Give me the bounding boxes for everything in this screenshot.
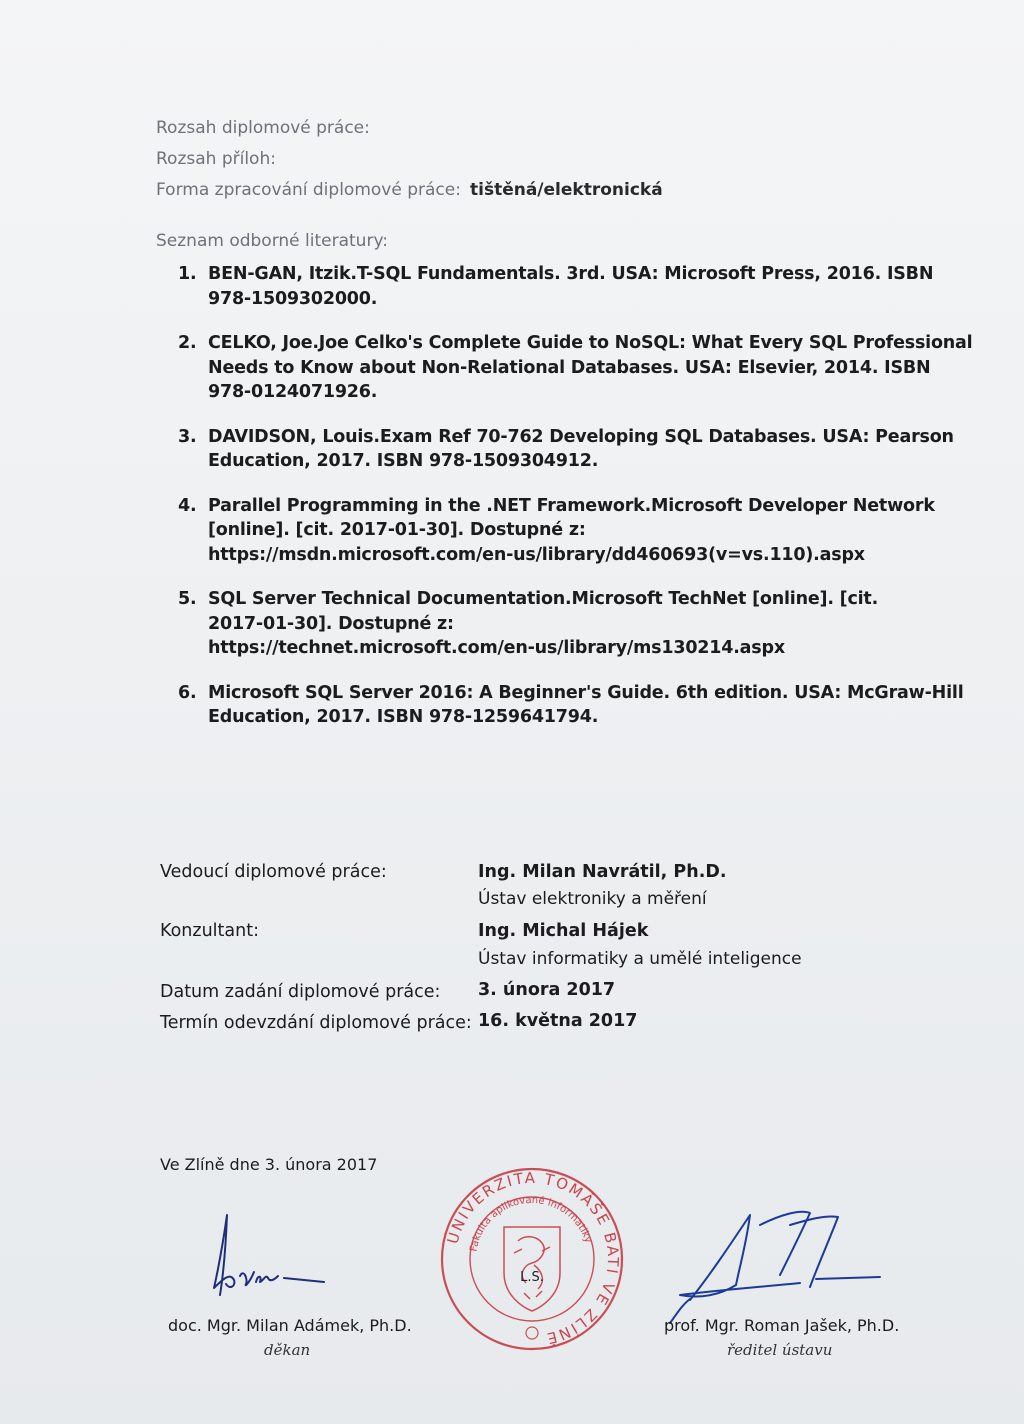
form-value: tištěná/elektronická	[470, 180, 663, 200]
dean-signature	[200, 1210, 340, 1300]
dean-role: děkan	[264, 1341, 311, 1359]
reference-item: 6. Microsoft SQL Server 2016: A Beginner's Guide. 6th edition. USA: McGraw-Hill Education, 2017. ISBN 978-1259641794.	[178, 682, 964, 727]
deadline-date: 16. května 2017	[478, 1011, 638, 1031]
svg-text:Fakulta aplikované informatiky	[469, 1194, 594, 1252]
stamp-inner-text: Fakulta aplikované informatiky	[468, 1194, 594, 1253]
deadline-label: Termín odevzdání diplomové práce:	[160, 1013, 472, 1033]
stamp-center-text: L.S.	[520, 1270, 544, 1285]
supervisor-label: Vedoucí diplomové práce:	[160, 862, 387, 882]
assigned-date: 3. února 2017	[478, 980, 616, 1000]
director-name: prof. Mgr. Roman Jašek, Ph.D.	[664, 1316, 900, 1335]
reference-item: 5. SQL Server Technical Documentation.Microsoft TechNet [online]. [cit. 2017-01-30]. Dostupné z: https://technet.microsoft.com/en-us/library/ms130214.aspx	[178, 589, 879, 658]
reference-item: 4. Parallel Programming in the .NET Framework.Microsoft Developer Network [online]. [cit. 2017-01-30]. Dostupné z: https://msdn.microsoft.com/en-us/library/dd460693(v=vs.110).aspx	[178, 495, 935, 565]
reference-list	[178, 262, 973, 750]
form-label: Forma zpracování diplomové práce:	[156, 180, 461, 200]
reference-item: 3. DAVIDSON, Louis.Exam Ref 70-762 Developing SQL Databases. USA: Pearson Education, 2017. ISBN 978-1509304912.	[178, 426, 954, 471]
stamp-seal-mark-icon	[526, 1327, 538, 1339]
appendix-label: Rozsah příloh:	[156, 149, 276, 169]
consultant-name: Ing. Michal Hájek	[478, 921, 649, 941]
supervisor-name: Ing. Milan Navrátil, Ph.D.	[478, 862, 727, 882]
consultant-dept: Ústav informatiky a umělé inteligence	[478, 949, 802, 969]
reference-item: 2. CELKO, Joe.Joe Celko's Complete Guide to NoSQL: What Every SQL Professional Needs to Know about Non-Relational Databases. USA: Elsevier, 2014. ISBN 978-0124071926.	[178, 333, 973, 402]
dean-name: doc. Mgr. Milan Adámek, Ph.D.	[168, 1316, 412, 1335]
supervisor-dept: Ústav elektroniky a měření	[478, 889, 707, 909]
scope-label: Rozsah diplomové práce:	[156, 118, 370, 138]
stamp-outer-text: UNIVERZITA TOMÁŠE BATI VE ZLÍNĚ	[443, 1168, 623, 1348]
literature-label: Seznam odborné literatury:	[156, 231, 388, 251]
university-stamp	[438, 1165, 626, 1353]
place-date: Ve Zlíně dne 3. února 2017	[160, 1155, 378, 1174]
coat-of-arms-icon	[504, 1227, 560, 1311]
consultant-label: Konzultant:	[160, 921, 259, 941]
assigned-label: Datum zadání diplomové práce:	[160, 982, 441, 1002]
reference-item: 1. BEN-GAN, Itzik.T-SQL Fundamentals. 3rd. USA: Microsoft Press, 2016. ISBN 978-1509302000.	[178, 264, 934, 309]
director-role: ředitel ústavu	[727, 1341, 833, 1359]
